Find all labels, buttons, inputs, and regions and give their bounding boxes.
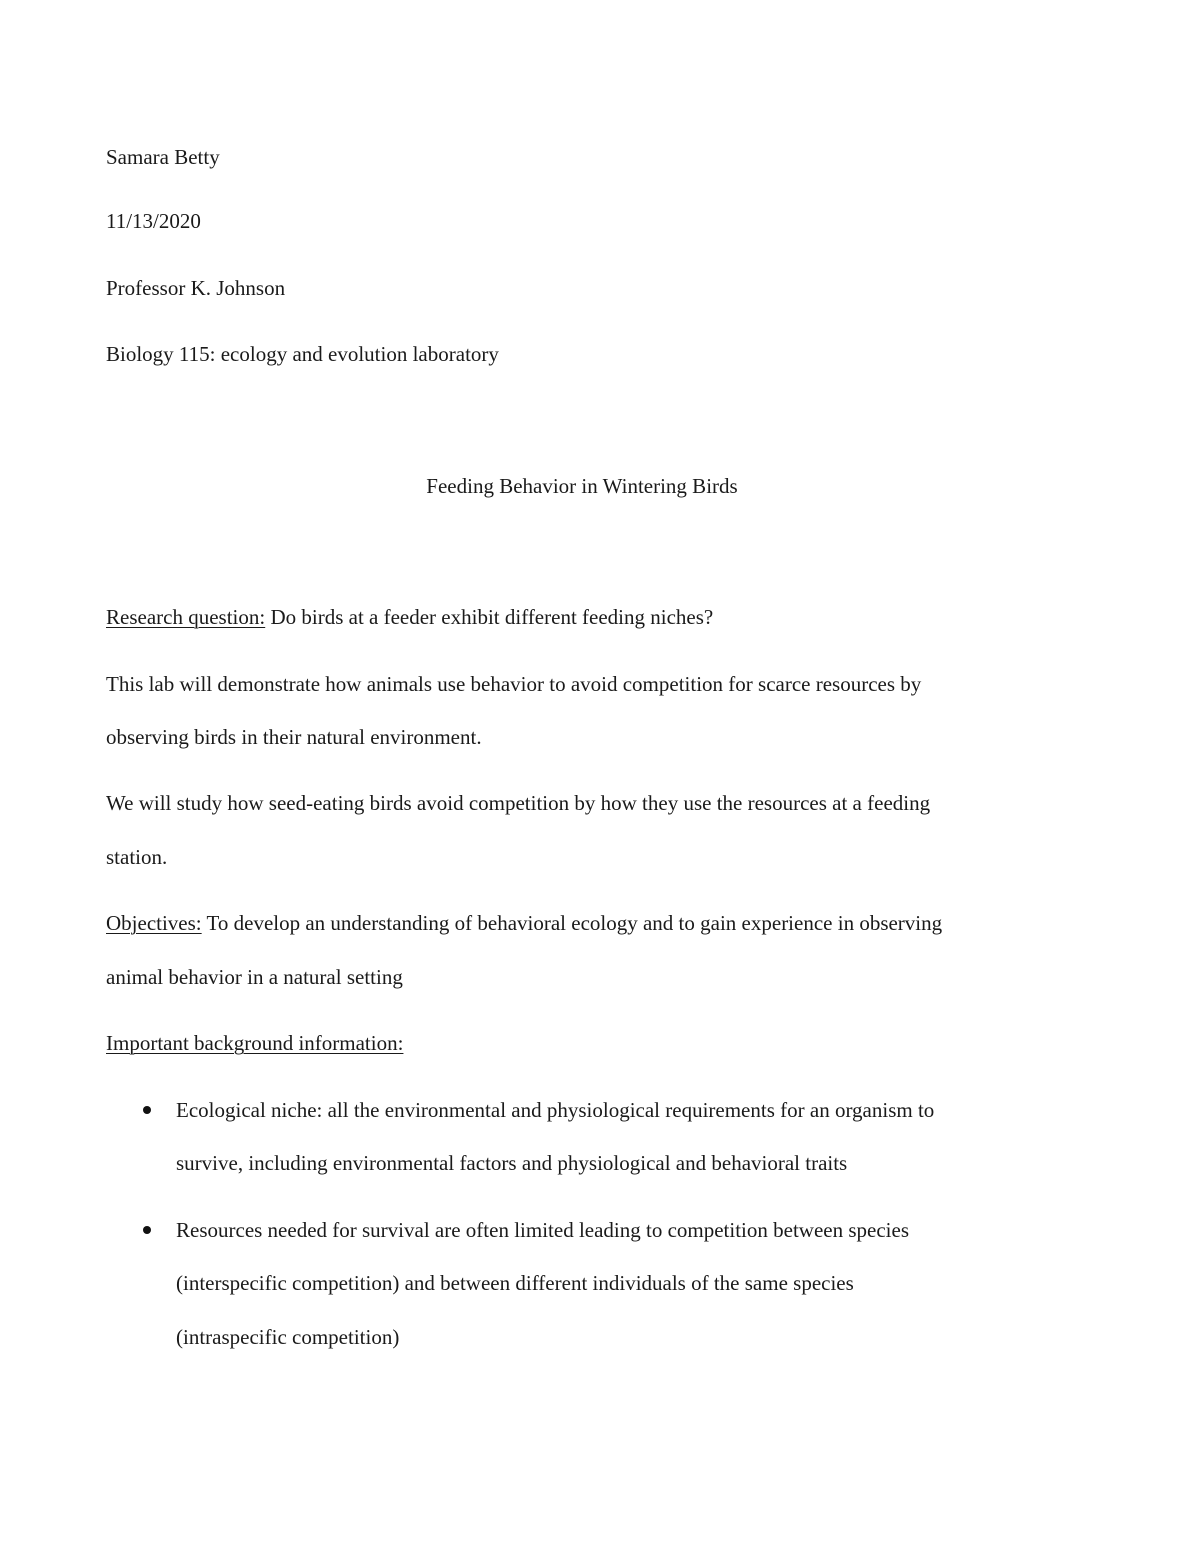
research-question-text: Do birds at a feeder exhibit different feeding niches? xyxy=(265,605,714,629)
objectives-line2: animal behavior in a natural setting xyxy=(106,965,403,989)
bullet-dot-icon xyxy=(143,1106,151,1114)
bullet1-line2: survive, including environmental factors and physiological and behavioral traits xyxy=(176,1151,848,1175)
paragraph1-line2: observing birds in their natural environment. xyxy=(106,725,482,749)
bullet-dot-icon xyxy=(143,1226,151,1234)
course-name: Biology 115: ecology and evolution laboratory xyxy=(106,342,499,366)
student-name: Samara Betty xyxy=(106,145,220,169)
bullet2-line3: (intraspecific competition) xyxy=(176,1325,400,1349)
objectives-line1 xyxy=(106,913,942,934)
paragraph2-line2: station. xyxy=(106,845,168,869)
research-question-label: Research question: xyxy=(106,605,266,629)
objectives-text: To develop an understanding of behavioral ecology and to gain experience in observing xyxy=(201,911,943,935)
background-heading: Important background information: xyxy=(106,1031,404,1055)
document-title: Feeding Behavior in Wintering Birds xyxy=(426,474,738,498)
paragraph1-line1: This lab will demonstrate how animals use behavior to avoid competition for scarce resources by xyxy=(106,672,922,696)
paragraph2-line1: We will study how seed-eating birds avoid competition by how they use the resources at a feeding xyxy=(106,791,931,815)
date: 11/13/2020 xyxy=(106,209,201,233)
bullet2-line2: (interspecific competition) and between different individuals of the same species xyxy=(176,1271,854,1295)
bullet2-line1: Resources needed for survival are often limited leading to competition between species xyxy=(176,1218,910,1242)
professor-name: Professor K. Johnson xyxy=(106,276,286,300)
objectives-label: Objectives: xyxy=(106,911,202,935)
research-question xyxy=(106,607,713,628)
bullet1-line1: Ecological niche: all the environmental and physiological requirements for an organism to xyxy=(176,1098,935,1122)
